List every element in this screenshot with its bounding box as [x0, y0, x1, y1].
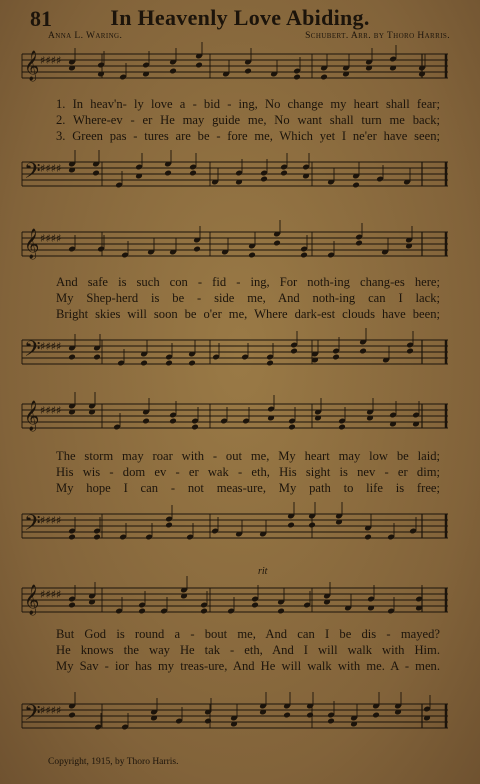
- treble-staff: [22, 400, 448, 430]
- lyric-line: 3. Green pas - tures are be - fore me, Which yet I ne'er have seen;: [56, 129, 440, 143]
- svg-text:♯♯♯♯: ♯♯♯♯: [40, 162, 62, 175]
- hymn-number: 81: [30, 6, 52, 31]
- svg-text:𝄢: 𝄢: [24, 701, 41, 731]
- bass-staff: [22, 158, 448, 188]
- composer-credit: Schubert. Arr. by Thoro Harris.: [305, 31, 450, 41]
- svg-text:♯♯♯♯: ♯♯♯♯: [40, 704, 62, 717]
- treble-staff: [22, 228, 448, 258]
- lyric-line: The storm may roar with - out me, My heart may low be laid;: [56, 449, 440, 463]
- lyric-line: His wis - dom ev - er wak - eth, His sight is nev - er dim;: [56, 465, 440, 479]
- lyric-line: My hope I can - not meas-ure, My path to life is free;: [56, 481, 440, 495]
- ritardando-marking: rit: [258, 566, 268, 577]
- lyric-line: 1. In heav'n- ly love a - bid - ing, No change my heart shall fear;: [56, 97, 440, 111]
- lyric-line: And safe is such con - fid - ing, For noth-ing chang-es here;: [56, 275, 440, 289]
- lyric-line: He knows the way He tak - eth, And I will walk with Him.: [56, 643, 440, 657]
- copyright-notice: Copyright, 1915, by Thoro Harris.: [48, 757, 179, 767]
- hymn-title: In Heavenly Love Abiding.: [110, 5, 370, 30]
- lyric-line: My Shep-herd is be - side me, And noth-ing can I lack;: [56, 291, 440, 305]
- svg-text:♯♯♯♯: ♯♯♯♯: [40, 588, 62, 601]
- treble-staff: [22, 50, 448, 80]
- bass-staff: [22, 700, 448, 730]
- svg-text:♯♯♯♯: ♯♯♯♯: [40, 404, 62, 417]
- verse-block: [56, 274, 440, 322]
- svg-text:𝄢: 𝄢: [24, 159, 41, 189]
- lyric-line: My Sav - ior has my treas-ure, And He will walk with me. A - men.: [56, 659, 440, 673]
- lyric-line: But God is round a - bout me, And can I be dis - mayed?: [56, 627, 440, 641]
- svg-text:𝄢: 𝄢: [24, 511, 41, 541]
- svg-text:𝄞: 𝄞: [24, 585, 40, 615]
- svg-text:♯♯♯♯: ♯♯♯♯: [40, 340, 62, 353]
- lyric-line: 2. Where-ev - er He may guide me, No want shall turn me back;: [56, 113, 440, 127]
- bass-staff: [22, 510, 448, 540]
- svg-text:♯♯♯♯: ♯♯♯♯: [40, 232, 62, 245]
- svg-text:𝄞: 𝄞: [24, 51, 40, 81]
- svg-text:𝄢: 𝄢: [24, 337, 41, 367]
- treble-staff: [22, 584, 448, 614]
- author-credit: Anna L. Waring.: [48, 31, 123, 41]
- verse-block: [56, 96, 440, 144]
- lyric-line: Bright skies will soon be o'er me, Where dark-est clouds have been;: [56, 307, 440, 321]
- svg-text:♯♯♯♯: ♯♯♯♯: [40, 514, 62, 527]
- verse-block: [56, 448, 440, 496]
- svg-text:𝄞: 𝄞: [24, 229, 40, 259]
- bass-staff: [22, 336, 448, 366]
- verse-block: [56, 626, 440, 674]
- svg-text:𝄞: 𝄞: [24, 401, 40, 431]
- svg-text:♯♯♯♯: ♯♯♯♯: [40, 54, 62, 67]
